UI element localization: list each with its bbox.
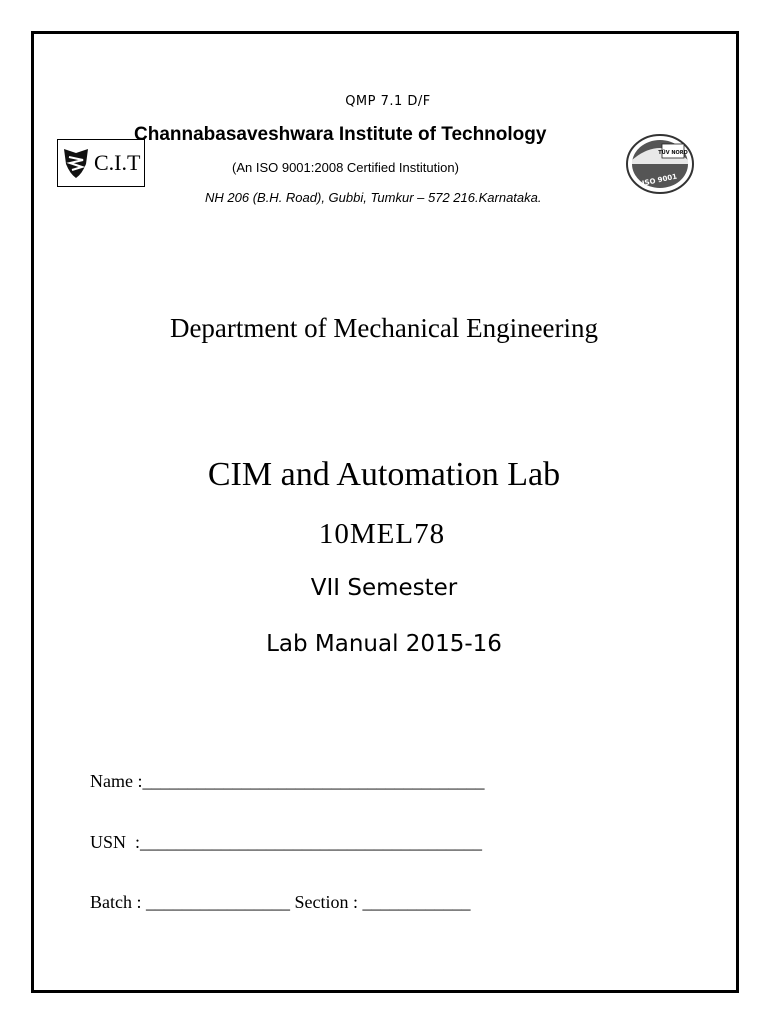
iso-certification: (An ISO 9001:2008 Certified Institution)	[232, 160, 459, 175]
course-title-text: CIM and Automation Lab	[207, 456, 561, 493]
usn-field[interactable]	[90, 832, 482, 853]
semester-text: VII Semester	[310, 575, 458, 601]
semester-label	[0, 575, 768, 601]
cit-logo-text: C.I.T	[94, 150, 141, 175]
department-title	[0, 313, 768, 344]
institution-address: NH 206 (B.H. Road), Gubbi, Tumkur – 572 216.Karnataka.	[205, 190, 542, 205]
name-field[interactable]	[90, 771, 484, 792]
form-code	[0, 94, 768, 109]
name-label: Name :	[90, 771, 143, 791]
tuv-seal-top-text: TÜV NORD	[658, 150, 688, 156]
lab-manual-year-text: Lab Manual 2015-16	[266, 631, 502, 657]
department-title-text: Department of Mechanical Engineering	[169, 313, 599, 343]
batch-label: Batch :	[90, 892, 146, 912]
usn-label: USN :	[90, 832, 141, 852]
tuv-seal-bottom-text: ISO 9001	[641, 172, 678, 188]
shield-crest-icon	[62, 146, 90, 180]
institution-name: Channabasaveshwara Institute of Technology	[134, 124, 547, 145]
course-title	[0, 456, 768, 494]
batch-blank[interactable]: ________________	[146, 892, 290, 912]
lab-manual-year	[0, 631, 768, 657]
usn-blank[interactable]: ______________________________________	[140, 832, 483, 852]
name-blank[interactable]: ______________________________________	[142, 771, 485, 791]
section-label: Section :	[290, 892, 363, 912]
form-code-text: QMP 7.1 D/F	[345, 94, 431, 109]
course-code-text: 10MEL78	[318, 518, 446, 550]
cit-logo	[57, 139, 145, 187]
section-blank[interactable]: ____________	[362, 892, 471, 912]
tuv-nord-iso-seal-icon	[626, 134, 694, 194]
course-code	[0, 518, 768, 551]
batch-section-field[interactable]	[90, 892, 471, 913]
